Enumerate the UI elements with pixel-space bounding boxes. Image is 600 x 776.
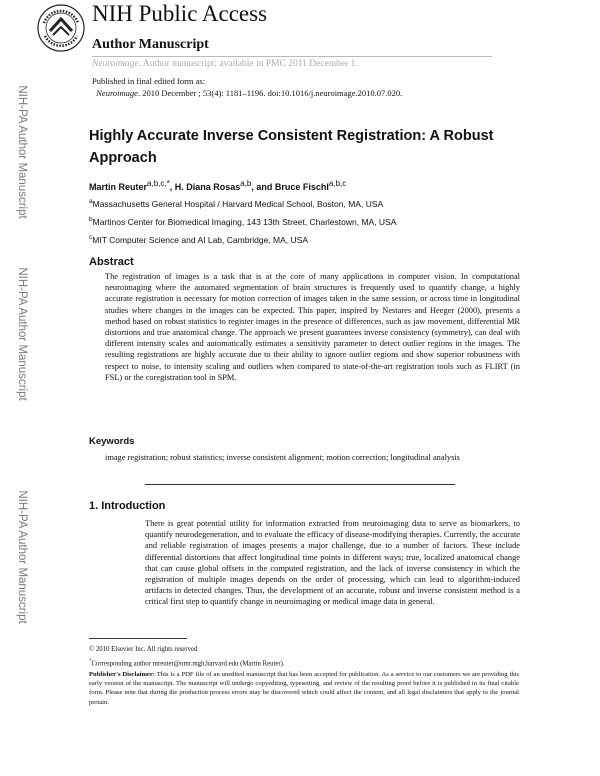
abstract-text: The registration of images is a task that is at the core of many applications in computer vision. In computational neuroimaging where the automated segmentation of brain structures is frequently used to quantify change, a highly accurate registration is necessary for motion correction of images taken in the same session, or across time in longitudinal studies where changes in the images can be expected. This paper, inspired by Nestares and Heeger (2000), presents a method based on robust statistics to register images in the presence of differences, such as jaw movement, differential MR distortions and true anatomical change. The approach we present guarantees inverse consistency (symmetry), can deal with different intensity scales and automatically estimates a sensitivity parameter to detect outlier regions in the images. The resulting registrations are highly accurate due to their ability to ignore outlier regions and show superior robustness with respect to noise, to intensity scaling and outliers when compared to state-of-the-art registration tools such as FLIRT (in FSL) or the coregistration tool in SPM. xyxy=(105,272,520,382)
availability-note xyxy=(92,58,358,70)
availability-text: . Author manuscript; available in PMC 2011 December 1. xyxy=(138,59,358,69)
footnote-marker: * xyxy=(89,659,92,664)
author-manuscript-subtitle: Author Manuscript xyxy=(92,37,209,52)
author-affil-marker: a,b,c,* xyxy=(147,179,170,188)
introduction-heading: 1. Introduction xyxy=(89,500,166,512)
affiliation xyxy=(89,214,396,228)
published-in-label: Published in final edited form as: xyxy=(92,76,206,86)
affiliation-text: MIT Computer Science and AI Lab, Cambridge, MA, USA xyxy=(92,234,308,245)
author-name: Bruce Fischl xyxy=(274,182,329,192)
corresponding-author-note xyxy=(89,657,285,668)
sidebar-label: NIH-PA Author Manuscript xyxy=(16,490,28,624)
author-list xyxy=(89,178,346,193)
keywords-divider xyxy=(145,484,455,485)
sidebar-label: NIH-PA Author Manuscript xyxy=(16,85,28,219)
citation xyxy=(92,88,402,98)
author-name: Martin Reuter xyxy=(89,182,148,192)
affiliation-text: Massachusetts General Hospital / Harvard Medical School, Boston, MA, USA xyxy=(92,198,384,209)
author-affil-marker: a,b,c xyxy=(328,179,347,188)
disclaimer-label: Publisher's Disclaimer: xyxy=(89,671,155,678)
citation-details: . 2010 December ; 53(4): 1181–1196. doi:10.1016/j.neuroimage.2010.07.020. xyxy=(137,88,403,98)
affiliation xyxy=(89,232,308,246)
citation-journal: Neuroimage xyxy=(96,88,138,98)
sidebar-label: NIH-PA Author Manuscript xyxy=(16,267,28,401)
nih-public-access-title: NIH Public Access xyxy=(92,1,268,26)
sidebar-watermark xyxy=(0,0,28,776)
affiliation-marker: b xyxy=(89,216,93,223)
introduction-text: There is great potential utility for information extracted from neuroimaging data to serve as biomarkers, to quantify neurodegeneration, and to evaluate the efficacy of disease-modifying therapies. Currently, the accurate and reliable registration of images presents a major challenge, due to a number of factors. These include differential distortions that affect longitudinal time points in different ways; true, localized anatomical change that can cause global offsets in the computed registration, and the lack of inverse consistency in which the registration of multiple images depends on the order of processing, which can lead to algorithm-induced artifacts in detected changes. Thus, the development of an accurate, robust and inverse consistent method is a critical first step to quantify change in neuroimaging or medical image data in general. xyxy=(145,519,520,607)
author-separator: , xyxy=(169,182,175,192)
paper-title: Highly Accurate Inverse Consistent Registration: A Robust Approach xyxy=(89,128,494,166)
copyright-notice: © 2010 Elsevier Inc. All rights reserved xyxy=(89,646,198,653)
corresponding-author-text: Corresponding author mreuter@nmr.mgh.harvard.edu (Martin Reuter). xyxy=(91,660,285,668)
affiliation-text: Martinos Center for Biomedical Imaging, 143 13th Street, Charlestown, MA, USA xyxy=(92,216,397,227)
journal-name: Neuroimage xyxy=(92,59,139,69)
affiliation-marker: a xyxy=(89,198,93,205)
footnote-divider xyxy=(89,638,187,639)
disclaimer-text: This is a PDF file of an unedited manuscript that has been accepted for publication. As a service to our customers we are providing this early version of the manuscript. The manuscript will undergo copyediting, typesetting, and review of the resulting proof before it is published in its final citable form. Please note that during the production process errors may be discovered which could affect the content, and all legal disclaimers that apply to the journal pertain. xyxy=(89,671,520,706)
affiliation xyxy=(89,196,383,210)
nih-hhs-seal-icon xyxy=(36,3,86,53)
keywords-text: image registration; robust statistics; inverse consistent alignment; motion correction; longitudinal analysis xyxy=(105,453,460,462)
author-separator: , and xyxy=(251,182,275,192)
author-affil-marker: a,b xyxy=(240,179,252,188)
header-divider xyxy=(92,56,492,57)
keywords-heading: Keywords xyxy=(89,436,135,447)
affiliation-marker: c xyxy=(89,234,93,241)
publisher-disclaimer xyxy=(89,670,519,707)
author-name: H. Diana Rosas xyxy=(174,182,241,192)
abstract-heading: Abstract xyxy=(89,256,134,268)
